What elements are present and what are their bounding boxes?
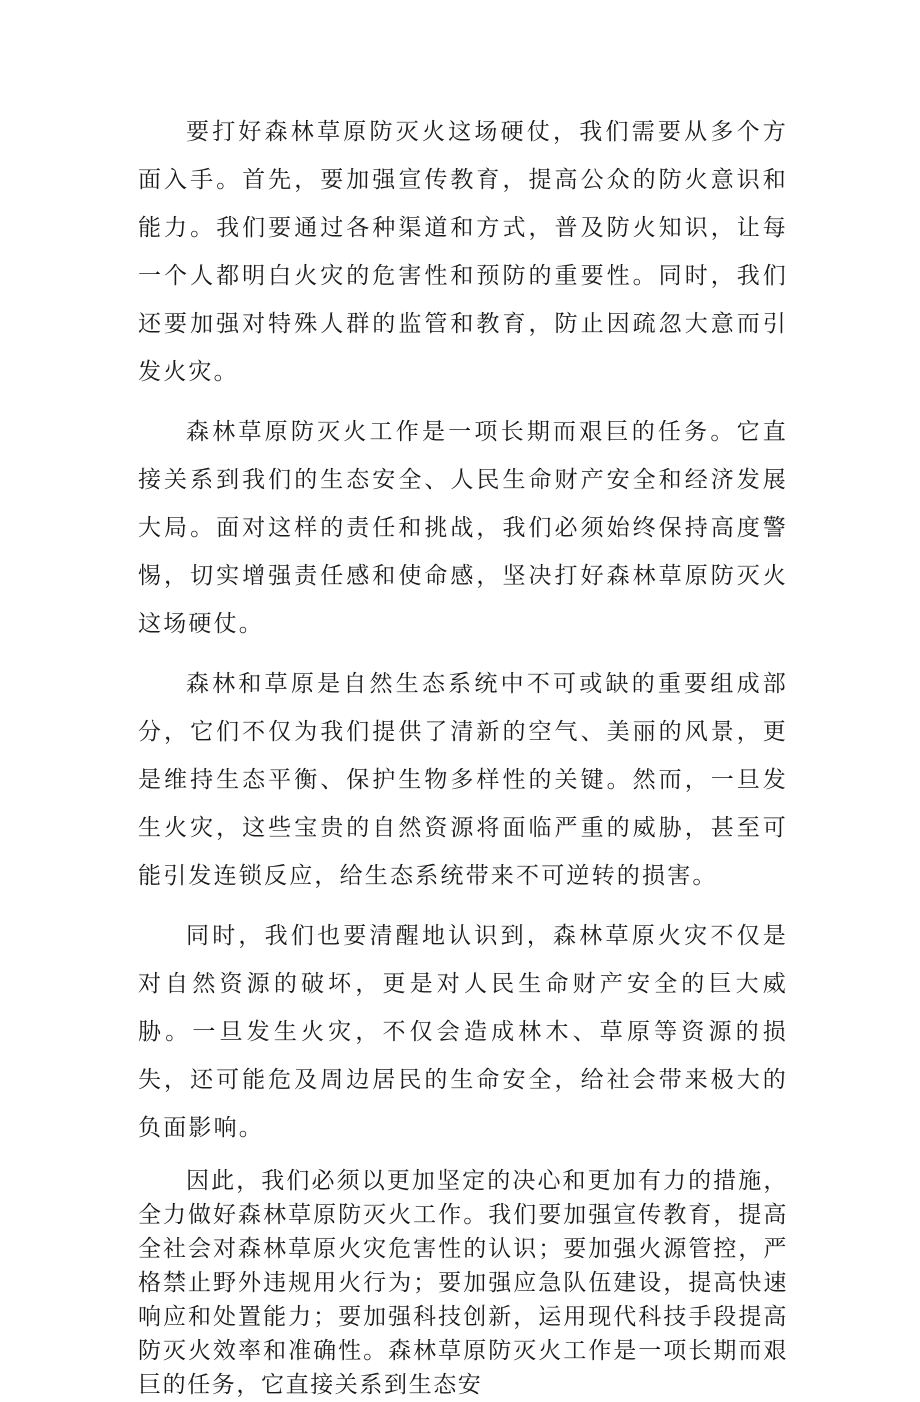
paragraph-1: 要打好森林草原防灭火这场硬仗，我们需要从多个方面入手。首先，要加强宣传教育，提高公众的防火意识和能力。我们要通过各种渠道和方式，普及防火知识，让每一个人都明白火灾的危害性和预防的重要性。同时，我们还要加强对特殊人群的监管和教育，防止因疏忽大意而引发火灾。: [138, 119, 788, 385]
paragraph-2: 森林草原防灭火工作是一项长期而艰巨的任务。它直接关系到我们的生态安全、人民生命财产安全和经济发展大局。面对这样的责任和挑战，我们必须始终保持高度警惕，切实增强责任感和使命感，坚决打好森林草原防灭火这场硬仗。: [138, 419, 788, 637]
paragraph-5: 因此，我们必须以更加坚定的决心和更加有力的措施，全力做好森林草原防灭火工作。我们要加强宣传教育，提高全社会对森林草原火灾危害性的认识；要加强火源管控，严格禁止野外违规用火行为；要加强应急队伍建设，提高快速响应和处置能力；要加强科技创新，运用现代科技手段提高防灭火效率和准确性。森林草原防灭火工作是一项长期而艰巨的任务，它直接关系到生态安: [138, 1168, 788, 1398]
paragraph-4: 同时，我们也要清醒地认识到，森林草原火灾不仅是对自然资源的破坏，更是对人民生命财产安全的巨大威胁。一旦发生火灾，不仅会造成林木、草原等资源的损失，还可能危及周边居民的生命安全，给社会带来极大的负面影响。: [138, 923, 788, 1141]
paragraph-3: 森林和草原是自然生态系统中不可或缺的重要组成部分，它们不仅为我们提供了清新的空气、美丽的风景，更是维持生态平衡、保护生物多样性的关键。然而，一旦发生火灾，这些宝贵的自然资源将面临严重的威胁，甚至可能引发连锁反应，给生态系统带来不可逆转的损害。: [138, 671, 788, 889]
